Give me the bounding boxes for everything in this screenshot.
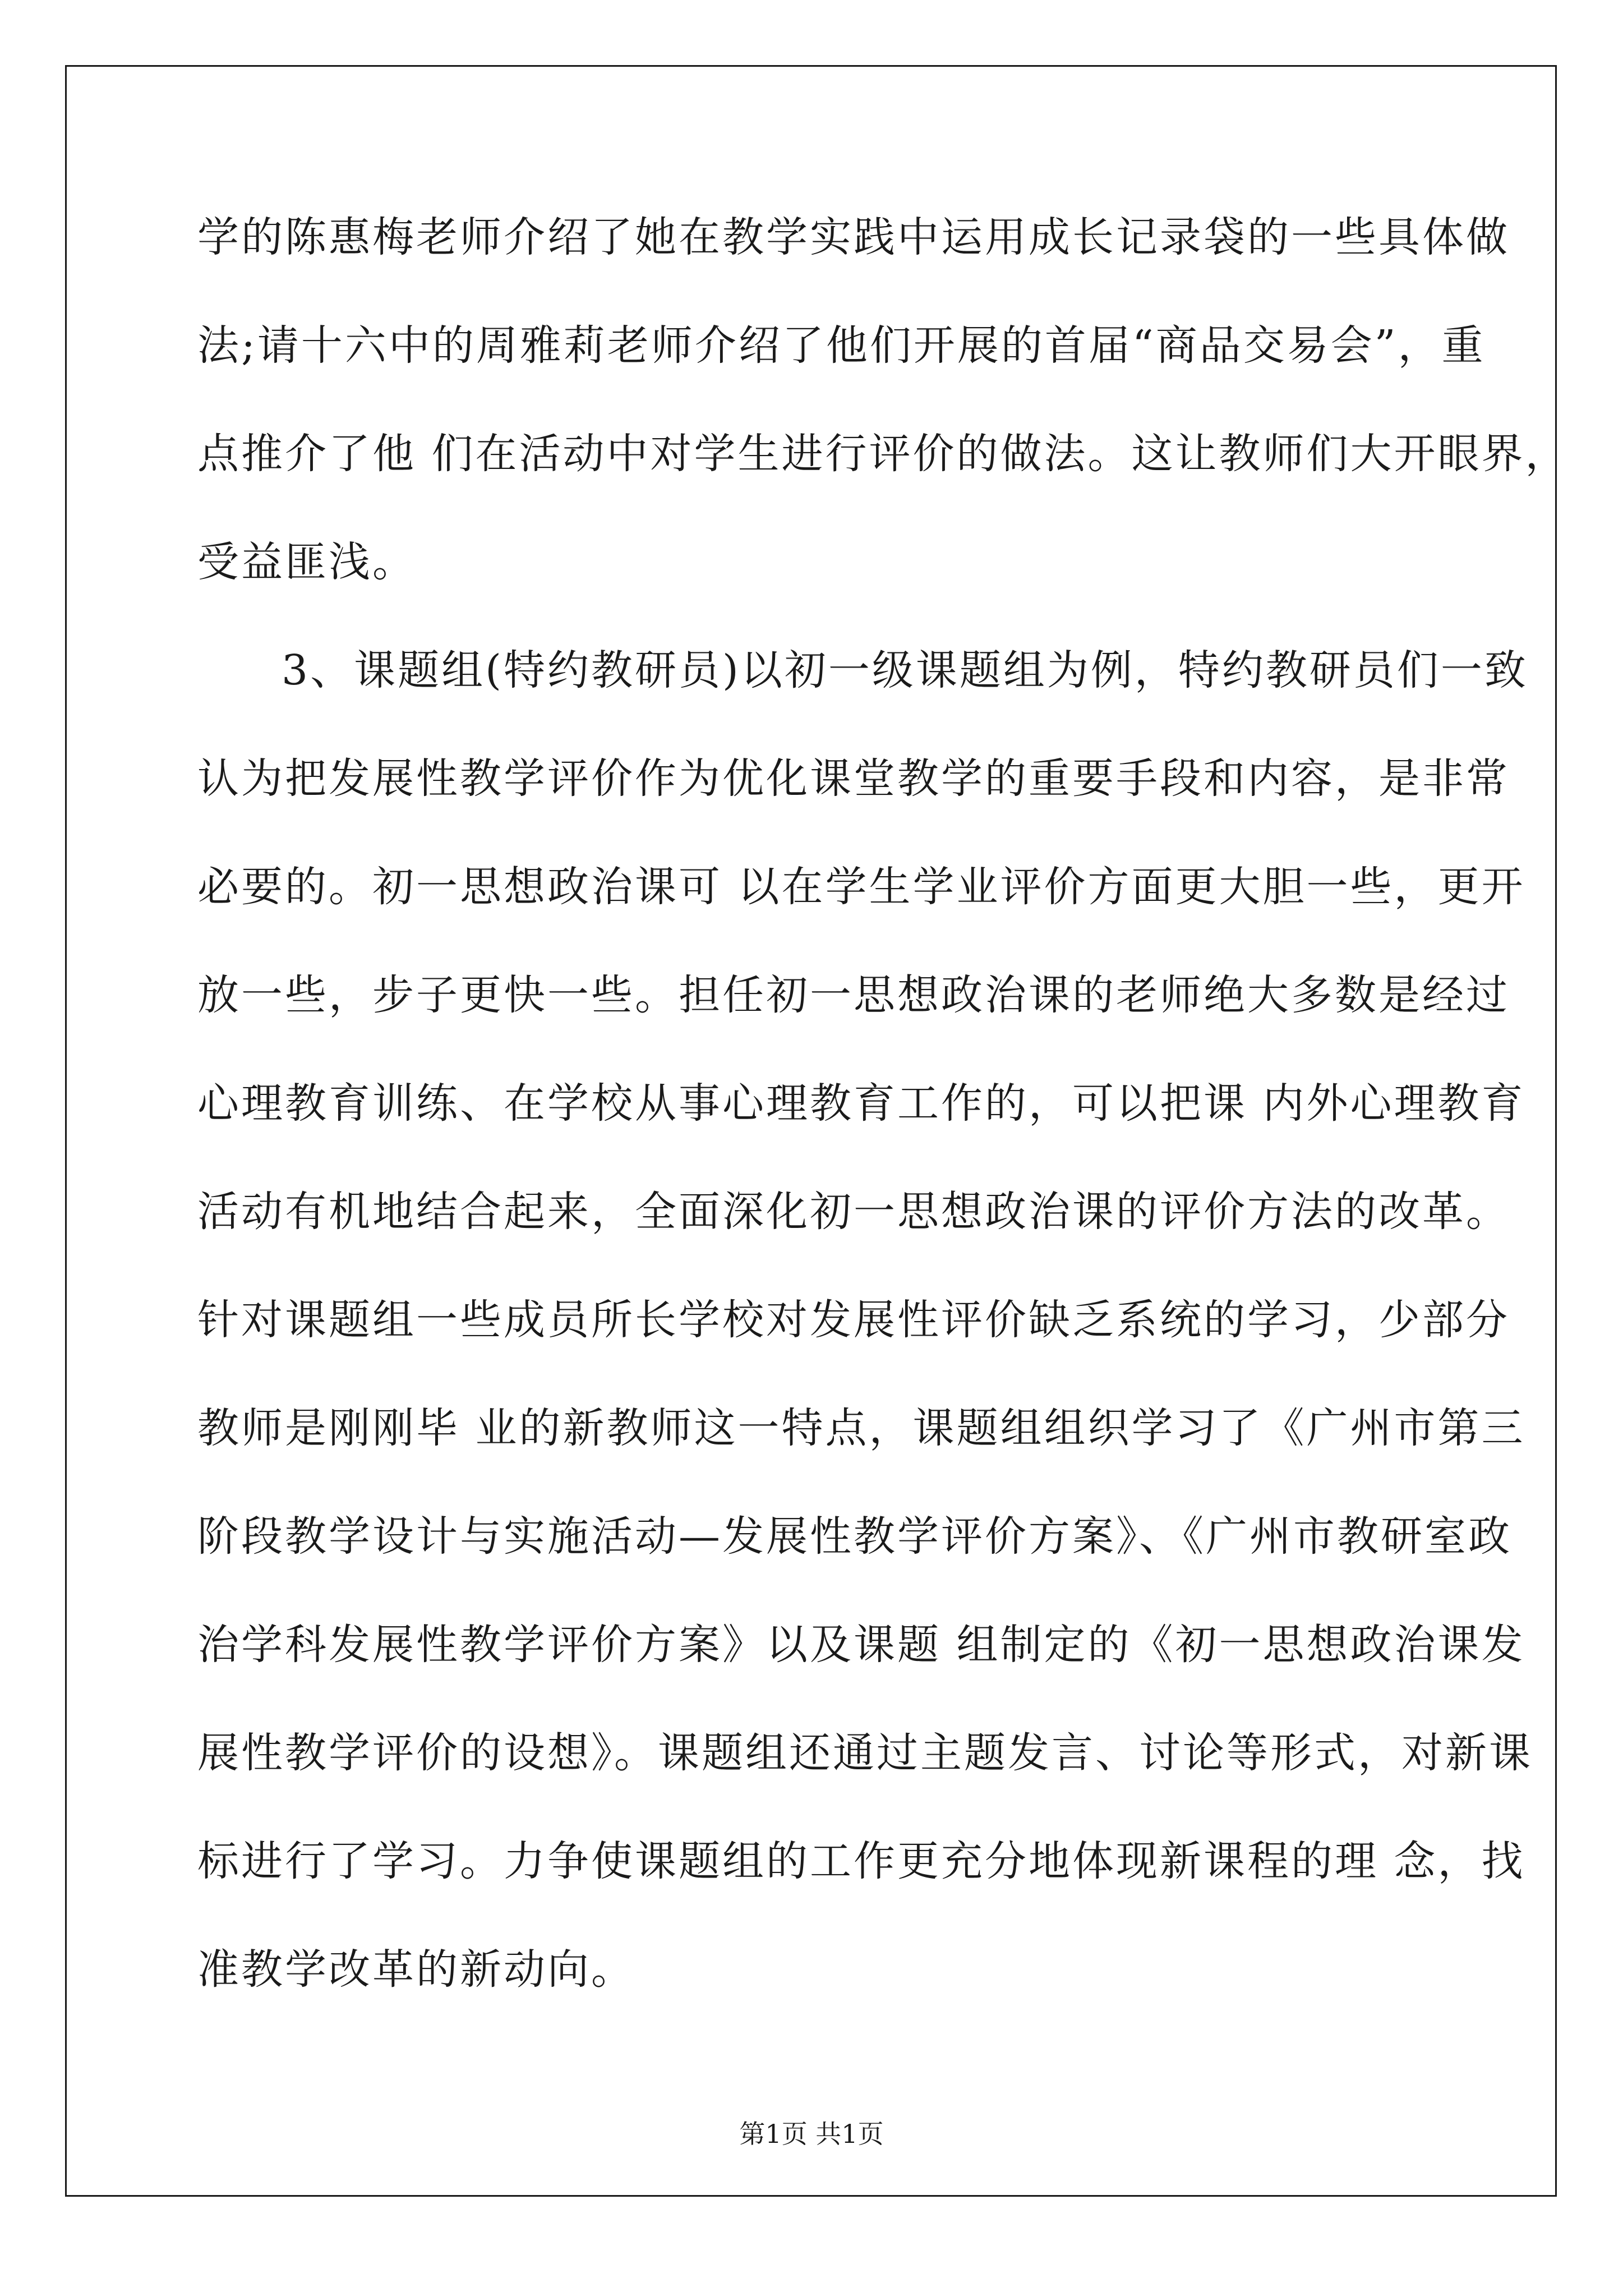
text-line: 展性教学评价的设想》。课题组还通过主题发言、讨论等形式，对新课 [197,1729,1533,1777]
text-line: 心理教育训练、在学校从事心理教育工作的，可以把课 内外心理教育 [197,1079,1525,1128]
text-line: 准教学改革的新动向。 [197,1945,635,1994]
text-line: 3、课题组(特约教研员)以初一级课题组为例，特约教研员们一致 [282,646,1528,694]
text-line: 标进行了学习。力争使课题组的工作更充分地体现新课程的理 念，找 [197,1837,1525,1885]
page-number-footer: 第1页 共1页 [739,2119,884,2149]
document-body [197,213,1569,2054]
text-line: 认为把发展性教学评价作为优化课堂教学的重要手段和内容，是非常 [197,754,1510,803]
text-line: 必要的。初一思想政治课可 以在学生学业评价方面更大胆一些，更开 [197,863,1525,911]
text-line: 教师是刚刚毕 业的新教师这一特点，课题组组织学习了《广州市第三 [197,1404,1525,1452]
text-line: 治学科发展性教学评价方案》以及课题 组制定的《初一思想政治课发 [197,1621,1525,1669]
text-line: 点推介了他 们在活动中对学生进行评价的做法。这让教师们大开眼界， [197,430,1569,478]
text-line: 学的陈惠梅老师介绍了她在教学实践中运用成长记录袋的一些具体做 [197,213,1510,261]
text-line: 受益匪浅。 [197,538,416,586]
text-line: 阶段教学设计与实施活动—发展性教学评价方案》、《广州市教研室政 [197,1512,1512,1561]
text-line: 法;请十六中的周雅莉老师介绍了他们开展的首届“商品交易会”，重 [197,321,1486,370]
text-line: 放一些，步子更快一些。担任初一思想政治课的老师绝大多数是经过 [197,971,1510,1019]
text-line: 活动有机地结合起来，全面深化初一思想政治课的评价方法的改革。 [197,1188,1510,1236]
text-line: 针对课题组一些成员所长学校对发展性评价缺乏系统的学习，少部分 [197,1296,1510,1344]
